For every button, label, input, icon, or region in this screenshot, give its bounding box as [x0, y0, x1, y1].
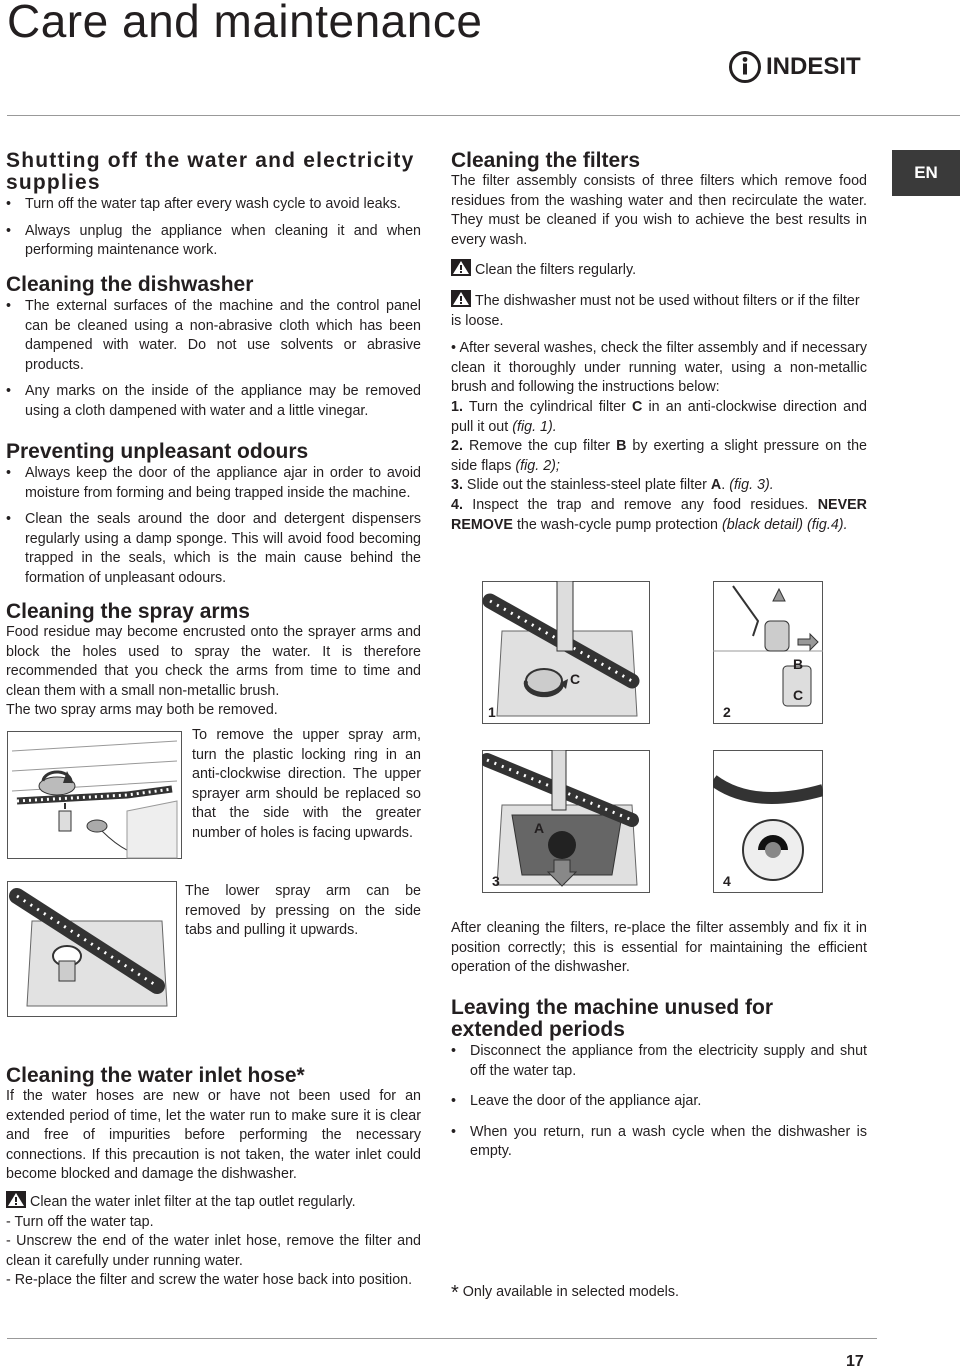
hose-step: - Unscrew the end of the water inlet hose, remove the filter and clean it carefully under running water. — [6, 1233, 421, 1269]
unused-heading: Leaving the machine unused for extended periods — [451, 996, 774, 1041]
figure-2-label-b: B — [793, 656, 804, 672]
section-unused — [451, 997, 867, 1162]
page-title: Care and maintenance — [7, 0, 483, 47]
figure-4-number: 4 — [723, 873, 731, 889]
list-item: • Clean the seals around the door and detergent dispensers regularly using a damp sponge. This will avoid food becoming trapped in the seals, which is the main cause behind the formation of unpleasant odours. — [6, 510, 421, 588]
filters-warning-2 — [451, 290, 867, 331]
filters-heading: Cleaning the filters — [451, 149, 641, 172]
list-item: • Always unplug the appliance when cleaning it and when performing maintenance work. — [6, 222, 421, 261]
figure-2-number: 2 — [723, 704, 731, 720]
odours-heading: Preventing unpleasant odours — [6, 440, 309, 463]
filters-intro: The filter assembly consists of three filters which remove food residues from the washing water and then recirculate the water. They must be cleaned if you wish to achieve the best results in every wash. — [451, 173, 867, 248]
filters-after-text: After cleaning the filters, re-place the filter assembly and fix it in position correctly; this is essential for maintaining the efficient operation of the dishwasher. — [451, 920, 867, 976]
list-item: • Turn off the water tap after every wash cycle to avoid leaks. — [6, 195, 421, 215]
section-shutting-off — [6, 150, 421, 261]
hose-heading: Cleaning the water inlet hose* — [6, 1064, 305, 1087]
lower-spray-instructions: The lower spray arm can be removed by pressing on the side tabs and pulling it upwards. — [185, 883, 421, 939]
lower-spray-text — [185, 882, 421, 941]
hose-warning-text: Clean the water inlet filter at the tap outlet regularly. — [30, 1193, 356, 1210]
dishwasher-heading: Cleaning the dishwasher — [6, 273, 254, 296]
hose-para: If the water hoses are new or have not been used for an extended period of time, let the water run to make sure it is clear and free of impurities before performing the necessary connections. If this precaution is not taken, the water inlet could become blocked and damage the dishwasher. — [6, 1088, 421, 1183]
list-item: • Always keep the door of the appliance ajar in order to avoid moisture from forming and being trapped inside the machine. — [6, 464, 421, 503]
figure-1-number: 1 — [488, 704, 496, 720]
section-spray-arms — [6, 601, 421, 721]
filters-step-4: 4. Inspect the trap and remove any food residues. NEVER REMOVE the wash-cycle pump protection (black detail) (fig.4). — [451, 496, 867, 533]
list-item: • Any marks on the inside of the appliance may be removed using a cloth dampened with water and a little vinegar. — [6, 382, 421, 421]
brand-name: INDESIT — [766, 53, 861, 80]
language-tab: EN — [892, 150, 960, 196]
upper-spray-text — [192, 726, 421, 844]
lower-spray-arm-figure — [7, 881, 177, 1017]
hose-step: - Re-place the filter and screw the water hose back into position. — [6, 1272, 413, 1289]
figure-4 — [713, 750, 823, 893]
hose-warning — [6, 1191, 421, 1213]
filters-bullet-text: After several washes, check the filter assembly and if necessary clean it thoroughly under running water, using a non-metallic brush and following the instructions below: — [451, 340, 867, 396]
list-item: • Leave the door of the appliance ajar. — [451, 1092, 867, 1112]
upper-spray-arm-figure — [7, 731, 182, 859]
spray-heading: Cleaning the spray arms — [6, 600, 250, 623]
filters-warning-1-text: Clean the filters regularly. — [475, 262, 637, 279]
filters-bullet: • After several washes, check the filter assembly and if necessary clean it thoroughly under running water, using a non-metallic brush and following the instructions below: — [451, 340, 867, 396]
footnote — [451, 1283, 867, 1304]
list-item: • The external surfaces of the machine and the control panel can be cleaned using a non-abrasive cloth which has been dampened with water. Do not use solvents or abrasive products. — [6, 297, 421, 375]
figure-3 — [482, 750, 650, 893]
shutting-heading: Shutting off the water and electricity supplies — [6, 149, 415, 194]
figure-1 — [482, 581, 650, 724]
warning-triangle-icon — [451, 259, 471, 276]
filters-step-3: 3. Slide out the stainless-steel plate filter A. (fig. 3). — [451, 477, 774, 494]
figure-3-number: 3 — [492, 873, 500, 889]
upper-spray-instructions: To remove the upper spray arm, turn the plastic locking ring in an anti-clockwise direction. The upper sprayer arm should be replaced so that the side with the greater number of holes is facing upwards. — [192, 727, 421, 841]
list-item: • Disconnect the appliance from the electricity supply and shut off the water tap. — [451, 1042, 867, 1081]
hose-step: - Turn off the water tap. — [6, 1213, 154, 1230]
section-water-hose — [6, 1065, 421, 1291]
figure-1-label-c: C — [570, 671, 581, 687]
filters-warning-2-text: The dishwasher must not be used without filters or if the filter is loose. — [451, 292, 860, 329]
figure-2-label-c: C — [793, 687, 804, 703]
figure-2 — [713, 581, 823, 724]
page-number: 17 — [846, 1353, 864, 1370]
warning-triangle-icon — [6, 1191, 26, 1208]
filters-after — [451, 919, 867, 978]
footnote-mark: * — [451, 1282, 459, 1304]
warning-triangle-icon — [451, 290, 471, 307]
footer-divider — [7, 1338, 877, 1339]
figure-3-label-a: A — [534, 820, 545, 836]
indesit-logo — [728, 50, 868, 84]
header-divider — [7, 115, 960, 116]
filters-warning-1 — [451, 259, 867, 281]
filters-step-1: 1. Turn the cylindrical filter C in an anti-clockwise direction and pull it out (fig. 1). — [451, 398, 867, 435]
list-item: • When you return, run a wash cycle when the dishwasher is empty. — [451, 1123, 867, 1162]
spray-intro: Food residue may become encrusted onto the sprayer arms and block the holes used to spray the water. It is therefore recommended that you check the arms from time to time and clean them with a small non-metallic brush. — [6, 624, 421, 699]
section-cleaning-dishwasher — [6, 274, 421, 422]
spray-removable: The two spray arms may both be removed. — [6, 702, 278, 719]
section-cleaning-filters — [451, 150, 867, 535]
footnote-text: Only available in selected models. — [462, 1284, 679, 1300]
filters-step-2: 2. Remove the cup filter B by exerting a slight pressure on the side flaps (fig. 2); — [451, 438, 868, 474]
section-odours — [6, 441, 421, 589]
